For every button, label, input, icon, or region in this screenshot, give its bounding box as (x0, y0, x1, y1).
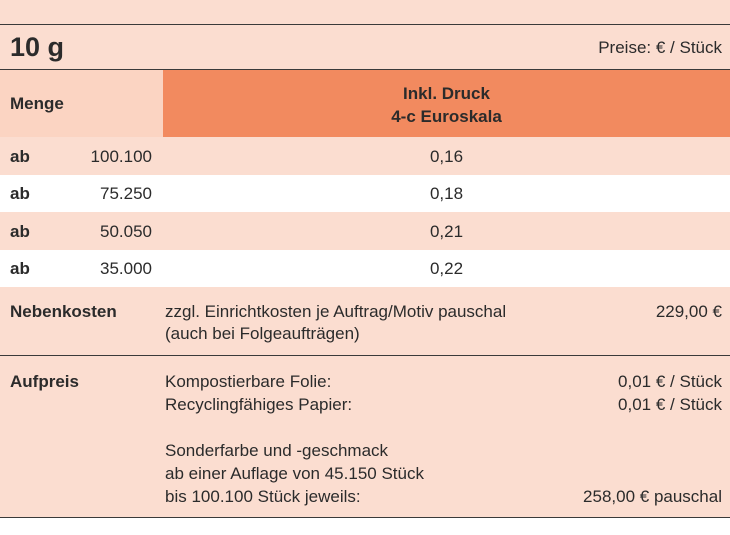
special-line3: bis 100.100 Stück jeweils: (165, 487, 361, 506)
divider (0, 517, 730, 518)
special-price: 258,00 € pauschal (583, 487, 722, 506)
nebenkosten-label: Nebenkosten (10, 302, 117, 321)
row-quantity: 35.000 (100, 259, 152, 278)
price-header-line2: 4-c Euroskala (391, 107, 502, 126)
nebenkosten-amount: 229,00 € (655, 302, 722, 321)
row-quantity: 75.250 (100, 184, 152, 203)
row-prefix: ab (10, 259, 30, 278)
row-prefix: ab (10, 222, 30, 241)
table-row (0, 212, 730, 250)
aufpreis-item-text: Recyclingfähiges Papier: (165, 395, 353, 414)
row-price: 0,16 (429, 147, 464, 166)
aufpreis-label: Aufpreis (10, 372, 79, 391)
special-line1: Sonderfarbe und -geschmack (165, 441, 389, 460)
row-price: 0,21 (429, 222, 464, 241)
page-title: 10 g (10, 32, 65, 62)
nebenkosten-line1: zzgl. Einrichtkosten je Auftrag/Motiv pauschal (165, 302, 507, 321)
aufpreis-item-price: 0,01 € / Stück (618, 372, 722, 391)
row-price: 0,18 (429, 184, 464, 203)
nebenkosten-line2: (auch bei Folgeaufträgen) (165, 324, 360, 343)
table-row (0, 175, 730, 212)
top-strip (0, 0, 730, 24)
special-line2: ab einer Auflage von 45.150 Stück (165, 464, 424, 483)
aufpreis-item-price: 0,01 € / Stück (618, 395, 722, 414)
row-quantity: 100.100 (90, 147, 152, 166)
aufpreis-item-text: Kompostierbare Folie: (165, 372, 332, 391)
price-unit-note: Preise: € / Stück (598, 38, 722, 57)
row-prefix: ab (10, 147, 30, 166)
quantity-header: Menge (10, 94, 64, 113)
table-row (0, 137, 730, 175)
table-row (0, 250, 730, 287)
price-header-line1: Inkl. Druck (403, 84, 490, 103)
row-prefix: ab (10, 184, 30, 203)
row-quantity: 50.050 (100, 222, 152, 241)
row-price: 0,22 (429, 259, 464, 278)
